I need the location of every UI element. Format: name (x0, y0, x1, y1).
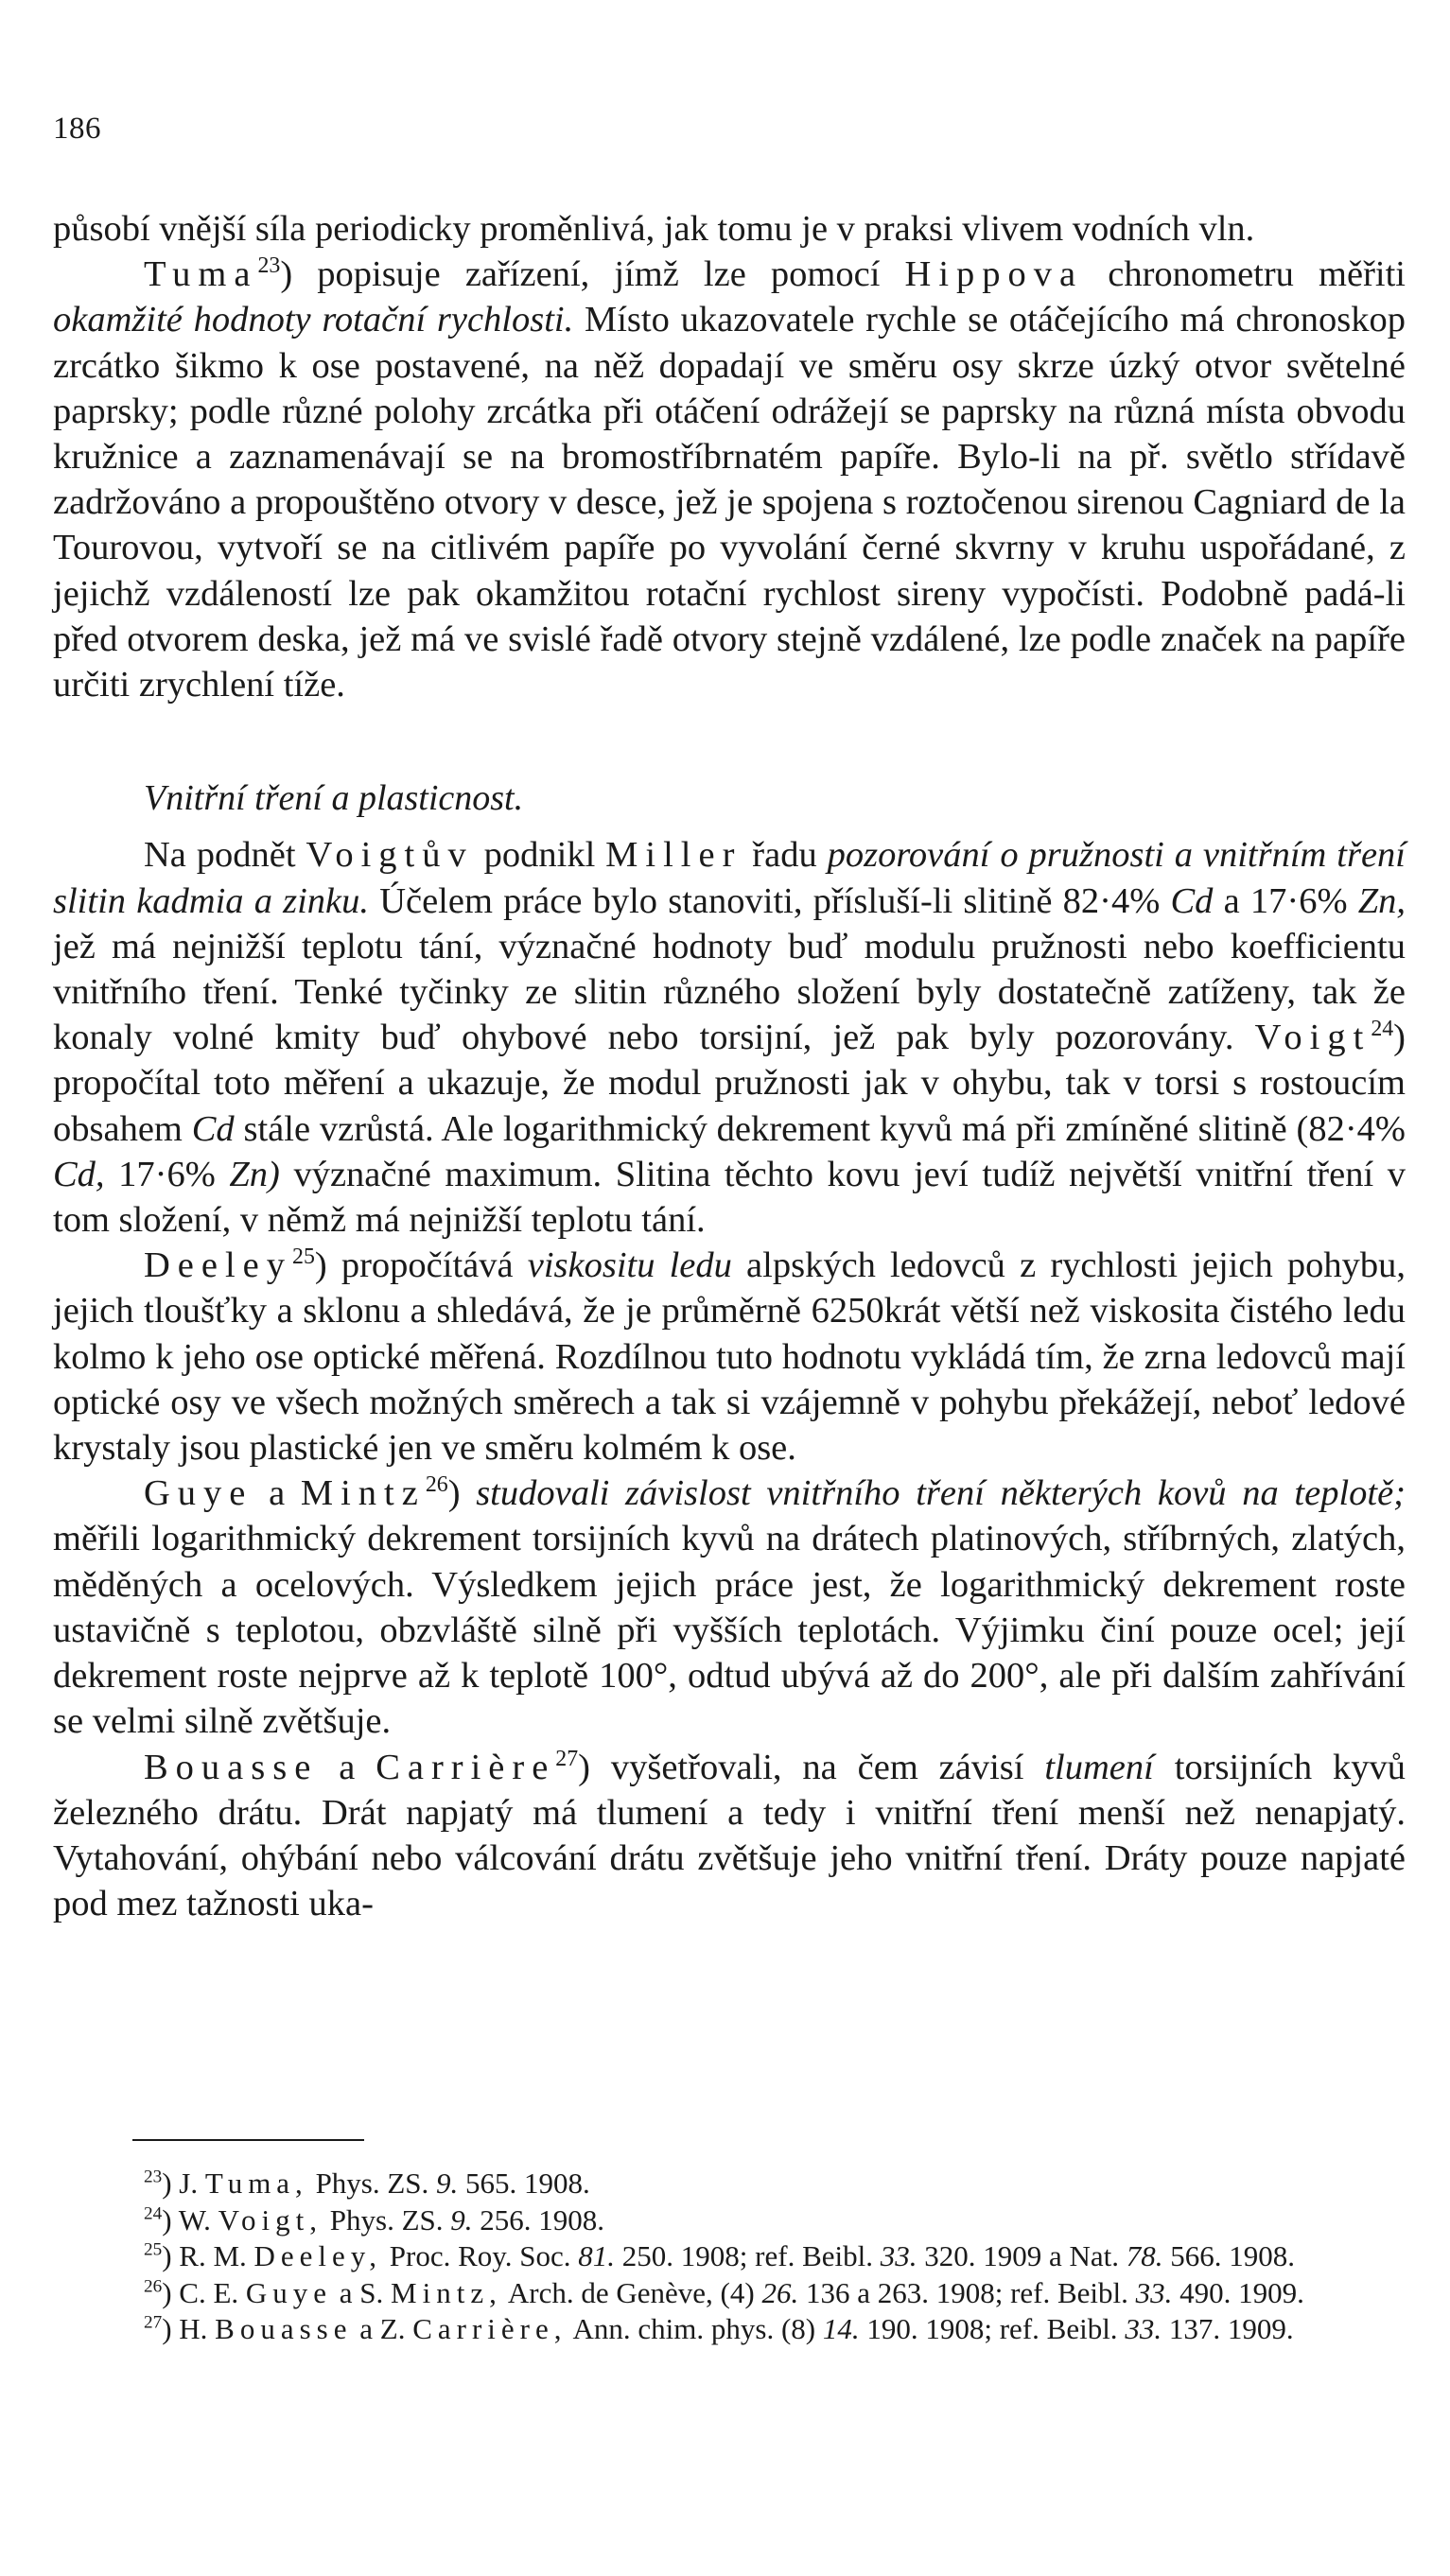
chemical-symbol: Cd (191, 1108, 235, 1149)
chemical-symbol: Zn) (229, 1154, 280, 1194)
footnote-divider (132, 2139, 364, 2141)
footnote-25 (53, 2238, 1406, 2275)
emphasis: tlumení (1044, 1747, 1154, 1787)
author-name: Tuma, (204, 2167, 308, 2200)
volume: 33. (880, 2239, 917, 2272)
volume: 14. (822, 2312, 860, 2345)
footnote-number: 26 (144, 2276, 163, 2297)
emphasis: studovali závislost vnitřního tření některých kovů na teplotě; (476, 1473, 1406, 1514)
footnotes (53, 2166, 1406, 2348)
text-run: Arch. de Genève, (4) (501, 2275, 762, 2309)
text-run: alpských ledovců z rychlosti jejich pohybu, jejich tloušťky a sklonu a shledává, že je průměrně 6250krát větší než viskosita čistého ledu kolmo k jeho ose optické měřená. Rozdílnou tuto hodnotu vykládá tím, že zrna ledovců mají optické osy ve všech možných směrech a tak si vzájemně v pohybu překážejí, neboť ledové krystaly jsou plastické jen ve směru kolmém k ose. (53, 1245, 1406, 1469)
section-heading: Vnitřní tření a plasticnost. (144, 778, 524, 819)
footnote-ref: 25 (292, 1244, 315, 1270)
text-run: měřili logarithmický dekrement torsijních kyvů na drátech platinových, stříbrných, zlatých, měděných a ocelových. Výsledkem jejich práce jest, že logarithmický dekrement roste ustavičně s teplotou, obzvláště silně při vyšších teplotách. Výjimku činí pouze ocel; její dekrement roste nejprve až k teplotě 100°, odtud ubývá až do 200°, ale při dalším zahřívání se velmi silně zvětšuje. (53, 1519, 1406, 1742)
text-run: ) H. (162, 2312, 216, 2345)
paragraph-1: působí vnější síla periodicky proměnlivá, jak tomu je v praksi vlivem vodních vln. (53, 209, 1255, 249)
author-name: Carrière (376, 1747, 556, 1787)
emphasis: okamžité hodnoty rotační rychlosti. (53, 300, 574, 340)
text-run: chronometru měřiti (1083, 254, 1406, 295)
chemical-symbol: Cd (1170, 880, 1214, 921)
text-run: 136 a 263. 1908; ref. Beibl. (798, 2275, 1136, 2309)
text-run: ) propočítal toto měření a ukazuje, že modul pružnosti jak v ohybu, tak v torsi s rostoucím obsahem (53, 1018, 1406, 1149)
text-run: Phys. ZS. (323, 2202, 451, 2237)
author-name: Guye (144, 1473, 253, 1514)
emphasis: pozorování o pružnosti a vnitřním tření slitin kadmia a zinku. (53, 835, 1406, 921)
author-name: Deeley (144, 1245, 293, 1286)
text-run: stále vzrůstá. Ale logarithmický dekrement kyvů má při zmíněné slitině (82·4% (234, 1108, 1406, 1149)
footnote-number: 24 (144, 2203, 163, 2224)
author-name: Carrière, (412, 2312, 568, 2345)
author-name: Miller (605, 835, 742, 876)
footnote-number: 27 (144, 2312, 163, 2333)
author-name: Bouasse (215, 2312, 353, 2345)
volume: 26. (761, 2275, 799, 2309)
text-run: význačné maximum. Slitina těchto kovu jeví tudíž největší vnitřní tření v tom složení, v němž má nejnižší teplotu tání. (53, 1154, 1406, 1241)
text-run: ) popisuje zařízení, jímž lze pomocí (280, 254, 905, 295)
text-run: 565. 1908. (458, 2167, 590, 2200)
text-run: Proc. Roy. Soc. (382, 2239, 579, 2272)
text-run: Phys. ZS. (307, 2167, 437, 2200)
chemical-symbol: Zn, (1357, 880, 1406, 921)
text-run: Místo ukazovatele rychle se otáčejícího má chronoskop zrcátko šikmo k ose postavené, na něž dopadají ve směru osy skrze úzký otvor světelné paprsky; podle různé polohy zrcátka při otáčení odrážejí se paprsky na různá místa obvodu kružnice a zaznamenávají se na bromostříbrnatém papíře. Bylo-li na př. světlo střídavě zadržováno a propouštěno otvory v desce, jež je spojena s roztočenou sirenou Cagniard de la Tourovou, vytvoří se na citlivém papíře po vyvolání černé skvrny v kruhu uspořádané, z jejichž vzdáleností lze pak okamžitou rotační rychlost sireny vypočísti. Podobně padá-li před otvorem deska, jež má ve svislé řadě otvory stejně vzdálené, lze podle značek na papíře určiti zrychlení tíže. (53, 300, 1406, 705)
volume: 9. (436, 2167, 459, 2200)
paragraph-4 (53, 1243, 1406, 1471)
footnote-ref: 24 (1371, 1017, 1394, 1042)
text-run: 137. 1909. (1162, 2312, 1294, 2345)
author-name: Deeley, (253, 2239, 383, 2272)
footnote-ref: 27 (555, 1746, 579, 1771)
author-name: Mintz, (391, 2275, 502, 2309)
text-run: ) W. (162, 2202, 218, 2237)
footnote-24 (53, 2202, 1406, 2239)
text-run: 250. 1908; ref. Beibl. (615, 2239, 881, 2272)
text-run: a S. (332, 2275, 392, 2309)
author-name: Voigt (1254, 1018, 1371, 1058)
footnote-23 (53, 2166, 1406, 2202)
footnote-ref: 23 (257, 253, 281, 279)
footnote-26 (53, 2275, 1406, 2312)
text-run: Ann. chim. phys. (8) (567, 2312, 823, 2345)
emphasis: viskositu ledu (527, 1245, 732, 1286)
author-name: Bouasse (144, 1747, 319, 1787)
text-run: ) propočítává (314, 1245, 528, 1286)
volume: 33. (1135, 2275, 1173, 2309)
author-name: Guye (245, 2275, 333, 2309)
text-run: a (318, 1747, 376, 1787)
body-text (53, 206, 1406, 1926)
footnote-number: 23 (144, 2167, 163, 2187)
author-name: Hippova (904, 254, 1084, 295)
text-run: 17·6% (104, 1154, 230, 1194)
text-run: 566. 1908. (1162, 2239, 1296, 2272)
text-run: ) vyšetřovali, na čem závisí (578, 1747, 1045, 1787)
paragraph-3 (53, 832, 1406, 1243)
text-run: Na podnět (144, 835, 306, 876)
text-run: Účelem práce bylo stanoviti, přísluší-li slitině 82·4% (369, 880, 1171, 921)
footnote-27 (53, 2311, 1406, 2348)
paragraph-5 (53, 1471, 1406, 1744)
text-run: a 17·6% (1213, 880, 1358, 921)
author-name: Mintz (300, 1473, 426, 1514)
volume: 9. (450, 2202, 473, 2237)
text-run: 490. 1909. (1172, 2275, 1304, 2309)
text-run: ) C. E. (162, 2275, 246, 2309)
text-run: řadu (742, 835, 828, 876)
author-name: Voigt, (218, 2202, 323, 2237)
text-run: ) R. M. (162, 2239, 254, 2272)
footnote-ref: 26 (425, 1472, 448, 1498)
text-run: a Z. (352, 2312, 413, 2345)
paragraph-6 (53, 1745, 1406, 1927)
text-run: 190. 1908; ref. Beibl. (859, 2312, 1126, 2345)
text-run: torsijních kyvů železného drátu. Drát napjatý má tlumení a tedy i vnitřní tření menší než nenapjatý. Vytahování, ohýbání nebo válcování drátu zvětšuje jeho vnitřní tření. Dráty pouze napjaté pod mez tažnosti uka- (53, 1747, 1406, 1924)
volume: 78. (1126, 2239, 1163, 2272)
author-name: Tuma (144, 254, 258, 295)
text-run: a (253, 1473, 301, 1514)
text-run: 256. 1908. (472, 2202, 604, 2237)
text-run: podnikl (473, 835, 606, 876)
footnote-number: 25 (144, 2239, 163, 2260)
text-run: jež má nejnižší teplotu tání, význačné hodnoty buď modulu pružnosti nebo koefficientu vnitřního tření. Tenké tyčinky ze slitin různého složení byly dostatečně zatíženy, tak že konaly volné kmity buď ohybové nebo torsijní, jež pak byly pozorovány. (53, 926, 1406, 1058)
chemical-symbol: Cd, (53, 1154, 105, 1194)
text-run: ) (447, 1473, 477, 1514)
author-name: Voigtův (306, 835, 474, 876)
text-run: ) J. (162, 2167, 205, 2200)
volume: 33. (1125, 2312, 1162, 2345)
text-run: 320. 1909 a Nat. (917, 2239, 1127, 2272)
page-number: 186 (53, 112, 101, 146)
volume: 81. (578, 2239, 616, 2272)
paragraph-2 (53, 252, 1406, 707)
